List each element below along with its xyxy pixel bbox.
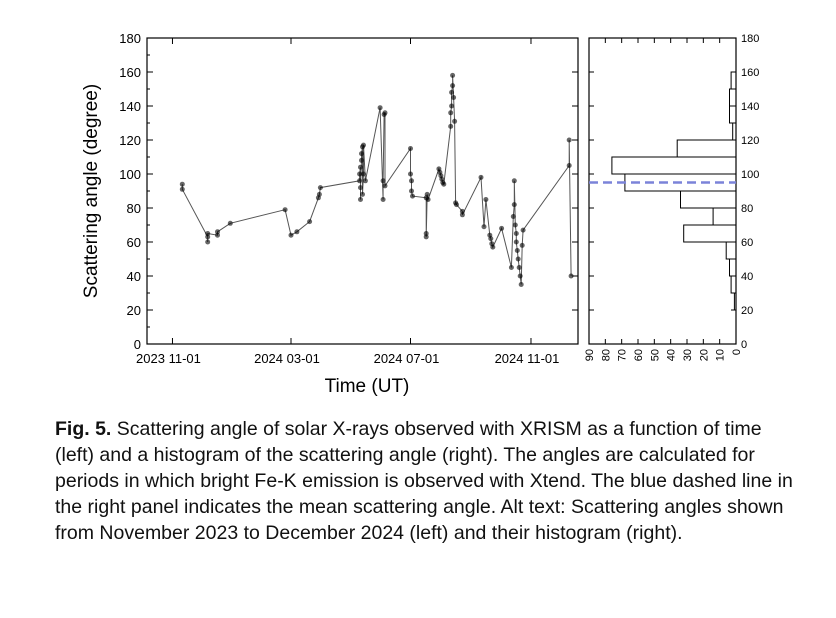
data-point bbox=[359, 158, 364, 163]
data-point bbox=[408, 172, 413, 177]
data-point bbox=[378, 105, 383, 110]
data-point bbox=[449, 90, 454, 95]
y-tick-label: 100 bbox=[119, 167, 141, 182]
data-point bbox=[454, 202, 459, 207]
data-point bbox=[515, 248, 520, 253]
hist-x-tick-label: 90 bbox=[584, 349, 596, 362]
hist-y-tick-label: 60 bbox=[741, 237, 754, 249]
data-point bbox=[283, 207, 288, 212]
data-point bbox=[357, 178, 362, 183]
y-tick-label: 60 bbox=[126, 235, 141, 250]
figure-caption bbox=[55, 416, 795, 546]
data-point bbox=[482, 224, 487, 229]
hist-y-tick-label: 100 bbox=[741, 169, 760, 181]
data-point bbox=[307, 219, 312, 224]
data-point bbox=[513, 223, 518, 228]
data-point bbox=[483, 197, 488, 202]
caption-text: Scattering angle of solar X-rays observed with XRISM as a function of time (left) and a histogram of the scattering angle (right). The angles are calculated for periods in which bright Fe-K emission is observed with Xtend. The blue dashed line in the right panel indicates the mean scattering angle. Alt text: Scattering angles shown from November 2023 to December 2024 (left) and their histogram (right). bbox=[55, 418, 793, 544]
hist-y-tick-label: 0 bbox=[741, 339, 748, 351]
histogram-bar bbox=[730, 89, 737, 106]
data-point bbox=[409, 178, 414, 183]
data-point bbox=[499, 226, 504, 231]
data-point bbox=[451, 95, 456, 100]
data-point bbox=[228, 221, 233, 226]
data-point bbox=[360, 192, 365, 197]
histogram-bar bbox=[726, 242, 736, 259]
hist-x-tick-label: 40 bbox=[665, 349, 678, 362]
data-point bbox=[383, 183, 388, 188]
histogram-bar bbox=[612, 157, 736, 174]
data-point bbox=[363, 178, 368, 183]
data-point bbox=[318, 185, 323, 190]
data-point bbox=[450, 73, 455, 78]
scatter-panel bbox=[81, 31, 578, 397]
data-point bbox=[381, 178, 386, 183]
x-tick-label: 2024 11-01 bbox=[494, 351, 560, 366]
y-tick-label: 140 bbox=[119, 99, 141, 114]
data-point bbox=[180, 182, 185, 187]
data-point bbox=[180, 187, 185, 192]
histogram-bar bbox=[677, 140, 736, 157]
data-point bbox=[289, 233, 294, 238]
data-point bbox=[441, 182, 446, 187]
data-point bbox=[567, 138, 572, 143]
hist-x-tick-label: 50 bbox=[649, 349, 662, 362]
histogram-bar bbox=[731, 276, 736, 293]
data-point bbox=[425, 192, 430, 197]
hist-x-tick-label: 80 bbox=[600, 349, 613, 362]
data-point bbox=[512, 178, 517, 183]
data-point bbox=[512, 202, 517, 207]
hist-x-tick-label: 0 bbox=[731, 349, 743, 356]
histogram-panel bbox=[584, 33, 759, 361]
x-tick-label: 2024 07-01 bbox=[373, 351, 440, 366]
histogram-bar bbox=[730, 259, 737, 276]
data-point bbox=[215, 229, 220, 234]
data-point bbox=[361, 143, 366, 148]
x-tick-label: 2023 11-01 bbox=[136, 351, 201, 366]
data-point bbox=[452, 119, 457, 124]
data-point bbox=[448, 110, 453, 115]
x-axis-label: Time (UT) bbox=[324, 376, 410, 397]
data-point bbox=[479, 175, 484, 180]
y-tick-label: 180 bbox=[119, 31, 141, 46]
data-point bbox=[358, 197, 363, 202]
histogram-bar bbox=[731, 72, 736, 89]
hist-x-tick-label: 20 bbox=[698, 349, 711, 362]
hist-y-tick-label: 40 bbox=[741, 271, 754, 283]
data-point bbox=[509, 265, 514, 270]
histogram-bar bbox=[730, 106, 737, 123]
hist-y-tick-label: 160 bbox=[741, 67, 760, 79]
data-point bbox=[205, 240, 210, 245]
data-point bbox=[519, 282, 524, 287]
data-point bbox=[488, 236, 493, 241]
data-point bbox=[359, 151, 364, 156]
data-point bbox=[511, 214, 516, 219]
data-point bbox=[448, 124, 453, 129]
data-point bbox=[358, 165, 363, 170]
data-point bbox=[383, 110, 388, 115]
histogram-bar bbox=[684, 225, 736, 242]
hist-x-tick-label: 10 bbox=[714, 349, 727, 362]
data-point bbox=[514, 231, 519, 236]
data-point bbox=[569, 274, 574, 279]
histogram-bar bbox=[681, 191, 737, 208]
y-tick-label: 160 bbox=[119, 65, 141, 80]
hist-y-tick-label: 180 bbox=[741, 33, 760, 45]
data-point bbox=[409, 189, 414, 194]
data-point bbox=[567, 163, 572, 168]
hist-y-tick-label: 20 bbox=[741, 305, 754, 317]
y-axis-label: Scattering angle (degree) bbox=[81, 83, 102, 299]
x-tick-label: 2024 03-01 bbox=[254, 351, 320, 366]
data-point bbox=[294, 229, 299, 234]
data-point bbox=[317, 192, 322, 197]
data-point bbox=[381, 197, 386, 202]
data-point bbox=[460, 212, 465, 217]
data-point bbox=[426, 197, 431, 202]
data-point bbox=[408, 146, 413, 151]
data-point bbox=[424, 234, 429, 239]
y-tick-label: 0 bbox=[133, 337, 141, 352]
data-point bbox=[518, 274, 523, 279]
hist-x-tick-label: 30 bbox=[682, 349, 694, 362]
histogram-bar bbox=[733, 123, 736, 140]
data-point bbox=[410, 194, 415, 199]
hist-y-tick-label: 140 bbox=[741, 101, 760, 113]
y-tick-label: 40 bbox=[126, 269, 141, 284]
data-point bbox=[450, 83, 455, 88]
hist-x-tick-label: 60 bbox=[633, 349, 645, 362]
hist-y-tick-label: 120 bbox=[741, 135, 760, 147]
data-point bbox=[205, 231, 210, 236]
data-point bbox=[449, 104, 454, 109]
histogram-bar bbox=[713, 208, 736, 225]
y-tick-label: 20 bbox=[126, 303, 141, 318]
data-point bbox=[361, 172, 366, 177]
hist-y-tick-label: 80 bbox=[741, 203, 754, 215]
hist-x-tick-label: 70 bbox=[616, 349, 629, 362]
caption-label: Fig. 5. bbox=[55, 418, 112, 440]
histogram-bar bbox=[734, 293, 736, 310]
data-point bbox=[490, 245, 495, 250]
data-point bbox=[514, 240, 519, 245]
data-point bbox=[521, 228, 526, 233]
data-point bbox=[517, 265, 522, 270]
y-tick-label: 80 bbox=[126, 201, 141, 216]
data-point bbox=[358, 185, 363, 190]
data-point bbox=[520, 243, 525, 248]
data-point bbox=[516, 257, 521, 262]
y-tick-label: 120 bbox=[119, 133, 141, 148]
